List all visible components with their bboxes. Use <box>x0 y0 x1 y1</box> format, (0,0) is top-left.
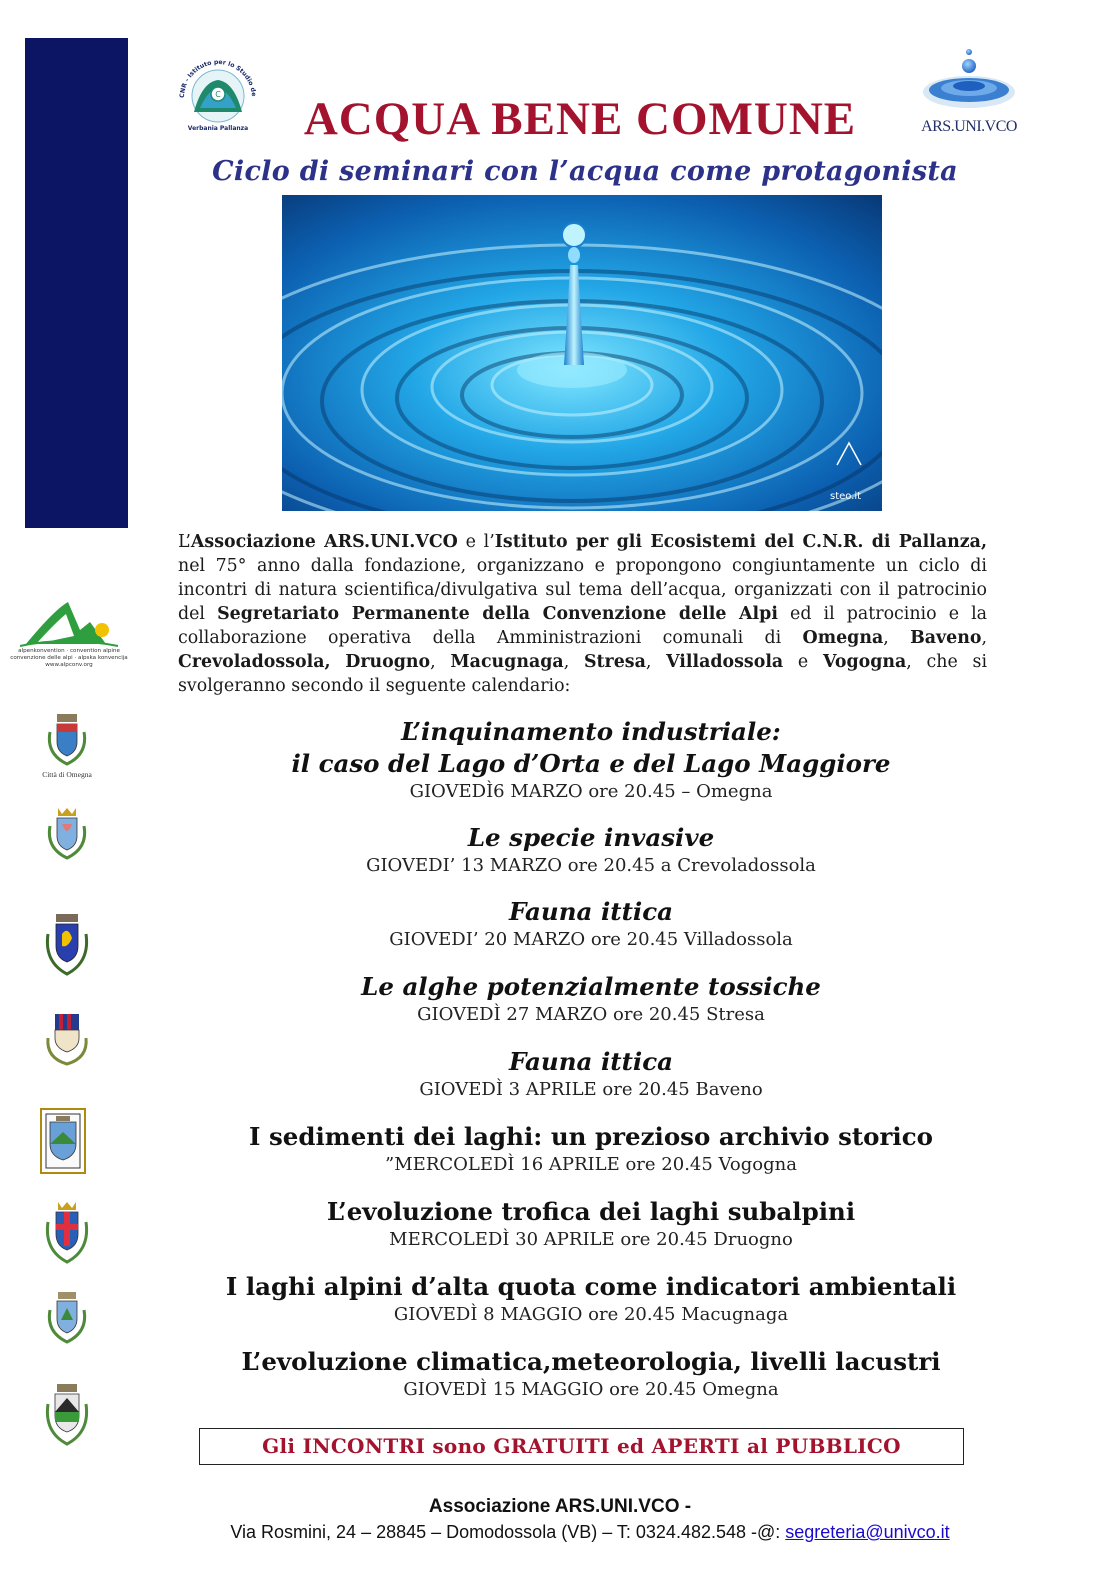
page-subtitle: Ciclo di seminari con l’acqua come protagonista <box>212 156 958 187</box>
villadossola-crest-icon <box>42 912 92 982</box>
omegna-crest-label: Città di Omegna <box>42 770 92 779</box>
alpine-logo-line3: www.alpconv.org <box>45 662 93 668</box>
stresa-crest-icon <box>42 1010 92 1080</box>
event-date: ”MERCOLEDÌ 16 APRILE ore 20.45 Vogogna <box>385 1154 797 1175</box>
event-date: MERCOLEDÌ 30 APRILE ore 20.45 Druogno <box>389 1229 793 1250</box>
event-item <box>176 822 1006 878</box>
page-title: ACQUA BENE COMUNE <box>303 93 857 145</box>
ars-univco-water-drop-logo-icon <box>920 40 1018 140</box>
event-item <box>176 1196 1006 1252</box>
event-date: GIOVEDI’ 20 MARZO ore 20.45 Villadossola <box>389 929 793 950</box>
decorative-sidebar-bar <box>25 38 128 528</box>
footer-organization: Associazione ARS.UNI.VCO - <box>428 1496 692 1517</box>
intro-paragraph: L’Associazione ARS.UNI.VCO e l’Istituto per gli Ecosistemi del C.N.R. di Pallanza, nel 75° anno dalla fondazione, organizzano e propongono congiuntamente un ciclo di incontri di natura scientifica/divulgativa sul tema dell’acqua, organizzati con il patrocinio del Segretariato Permanente della Convenzione delle Alpi ed il patrocinio e la collaborazione operativa della Amministrazioni comunali di Omegna, Baveno, Crevoladossola, Druogno, Macugnaga, Stresa, Villadossola e Vogogna, che si svolgeranno secondo il seguente calendario: <box>178 532 988 696</box>
org-ars-univco: Associazione ARS.UNI.VCO <box>190 532 458 552</box>
event-date: GIOVEDI’ 13 MARZO ore 20.45 a Crevoladossola <box>366 855 816 876</box>
svg-text:C: C <box>215 90 221 99</box>
event-title: Fauna ittica <box>509 1047 673 1076</box>
org-alpine-convention: Segretariato Permanente della Convenzione delle Alpi <box>217 604 778 624</box>
event-title: Fauna ittica <box>509 897 673 926</box>
org-cnr-ise: Istituto per gli Ecosistemi del C.N.R. di Pallanza, <box>494 532 987 552</box>
event-item <box>176 896 1006 952</box>
photo-signature: steo.it <box>830 491 862 502</box>
event-date: GIOVEDÌ 15 MAGGIO ore 20.45 Omegna <box>403 1379 779 1400</box>
water-drop-photo <box>282 195 882 511</box>
ars-logo-text: ARS.UNI.VCO <box>921 118 1017 135</box>
event-item <box>176 716 1006 804</box>
event-item <box>176 971 1006 1027</box>
vogogna-crest-icon <box>42 1200 92 1270</box>
macugnaga-crest-icon <box>42 1382 92 1452</box>
event-item <box>176 1046 1006 1102</box>
event-title: I laghi alpini d’alta quota come indicatori ambientali <box>225 1272 957 1301</box>
event-title: L’inquinamento industriale: <box>401 717 781 746</box>
event-date: GIOVEDÌ 27 MARZO ore 20.45 Stresa <box>417 1004 765 1025</box>
baveno-crest-icon <box>40 1108 86 1174</box>
event-title: L’evoluzione climatica,meteorologia, livelli lacustri <box>241 1347 941 1376</box>
alpine-logo-line1: alpenkonvention · convention alpine <box>18 648 120 654</box>
alpine-logo-line2: convenzione delle alpi · alpska konvencija <box>10 655 128 661</box>
event-title: L’evoluzione trofica dei laghi subalpini <box>326 1197 856 1226</box>
event-date: GIOVEDÌ 8 MAGGIO ore 20.45 Macugnaga <box>393 1304 789 1325</box>
cnr-logo-bottom-text: Verbania Pallanza <box>187 125 249 132</box>
crevoladossola-crest-icon <box>42 806 92 876</box>
alpine-convention-logo-icon <box>6 600 132 674</box>
event-title-line2: il caso del Lago d’Orta e del Lago Maggiore <box>291 749 891 778</box>
event-date: GIOVEDÌ6 MARZO ore 20.45 – Omegna <box>409 781 773 802</box>
event-title: Le alghe potenzialmente tossiche <box>361 972 821 1001</box>
event-item <box>176 1121 1006 1177</box>
event-title: I sedimenti dei laghi: un prezioso archivio storico <box>248 1122 933 1151</box>
druogno-crest-icon <box>42 1290 92 1360</box>
footer-email-link[interactable]: segreteria@univco.it <box>785 1522 950 1542</box>
event-title: Le specie invasive <box>467 823 715 852</box>
footer-address: Via Rosmini, 24 – 28845 – Domodossola (VB) – T: 0324.482.548 -@: segreteria@univco.it <box>230 1522 950 1542</box>
event-item <box>176 1271 1006 1327</box>
event-item <box>176 1346 1006 1402</box>
free-entry-notice: Gli INCONTRI sono GRATUITI ed APERTI al PUBBLICO <box>199 1428 964 1465</box>
event-date: GIOVEDÌ 3 APRILE ore 20.45 Baveno <box>419 1079 763 1100</box>
cnr-ise-logo-icon <box>172 52 264 134</box>
cnr-logo-arc-text: CNR - Istituto per lo Studio de <box>178 58 258 99</box>
